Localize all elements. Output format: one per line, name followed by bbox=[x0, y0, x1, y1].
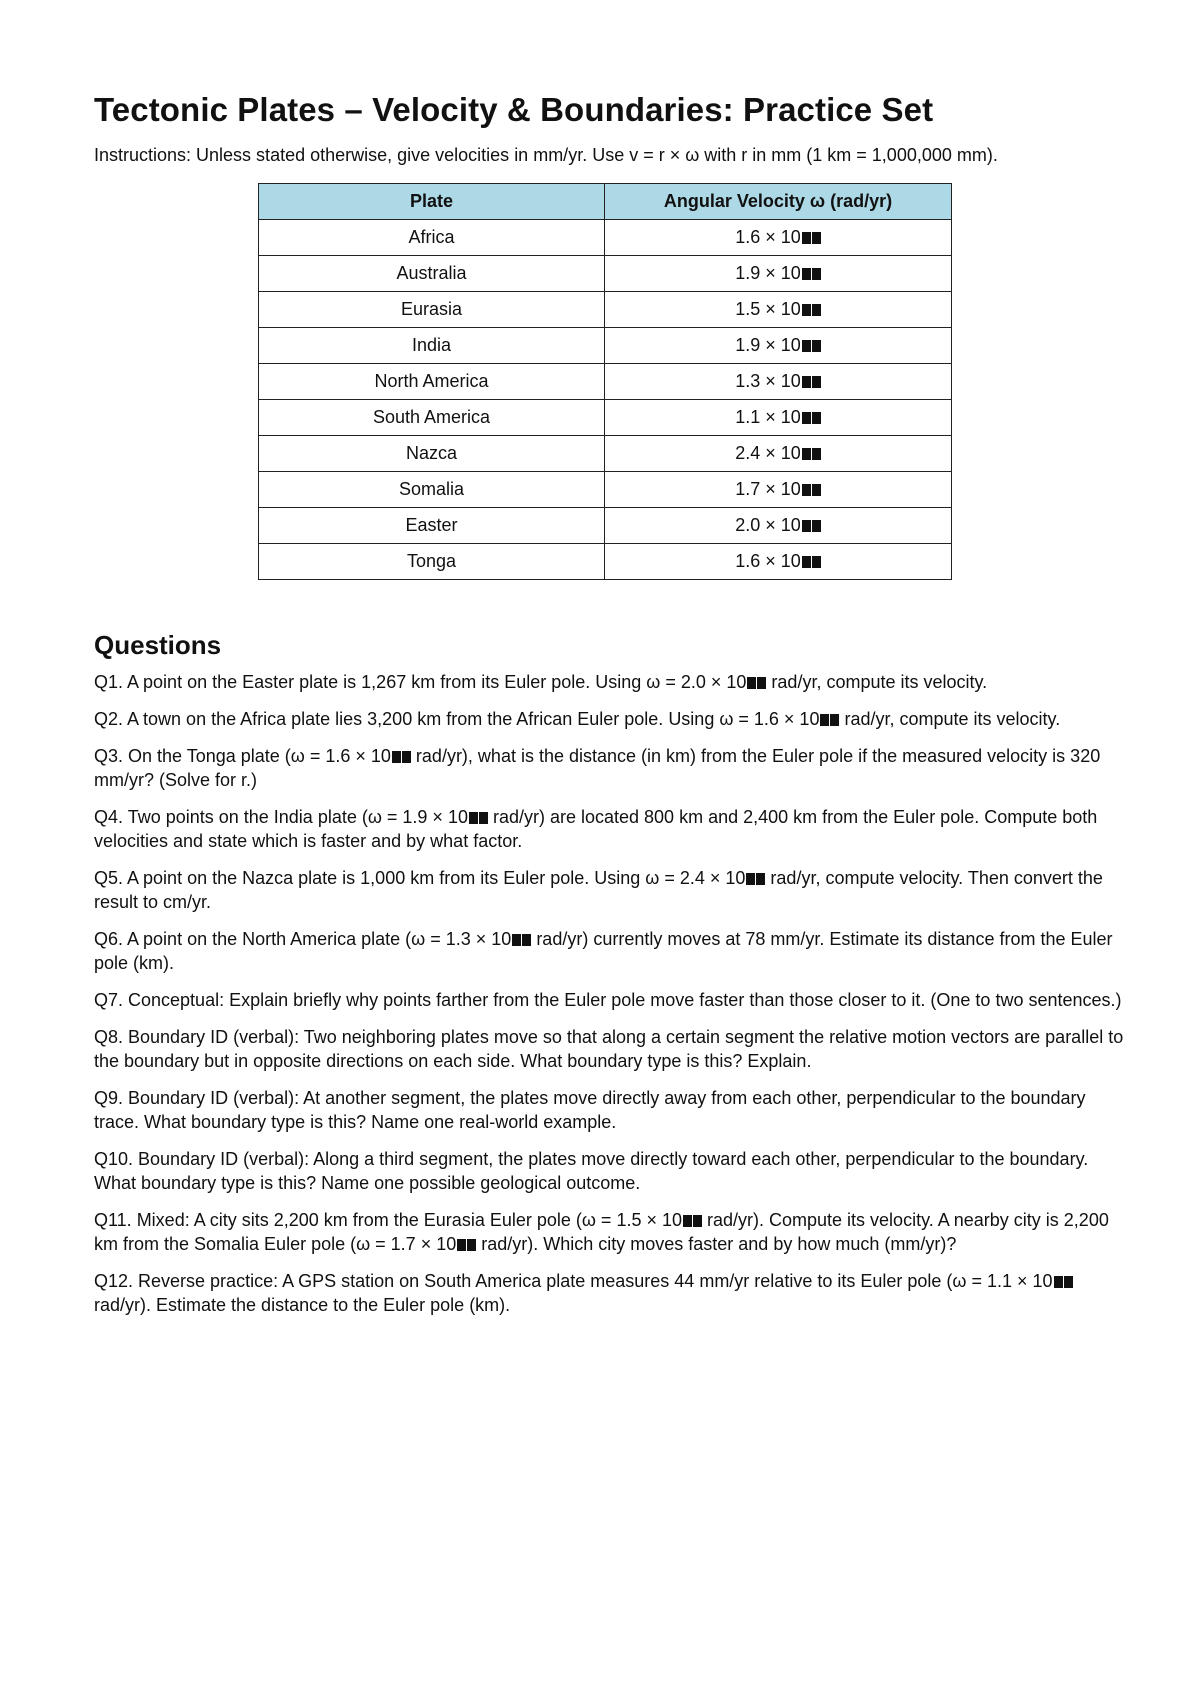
redacted-exponent-mark bbox=[802, 520, 811, 532]
question-text: rad/yr, compute velocity. Then convert the result to cm/yr. bbox=[94, 868, 1103, 912]
angular-velocity-value: 1.1 × 10 bbox=[735, 407, 801, 427]
table-header-row bbox=[259, 184, 952, 220]
plate-name-cell: Eurasia bbox=[259, 292, 605, 328]
question-text: rad/yr). Estimate the distance to the Euler pole (km). bbox=[94, 1295, 511, 1315]
angular-velocity-cell bbox=[605, 364, 952, 400]
redacted-exponent-mark bbox=[802, 376, 811, 388]
redacted-exponent-mark bbox=[469, 812, 478, 824]
question-item bbox=[94, 927, 1124, 975]
question-item bbox=[94, 1208, 1124, 1256]
redacted-exponent-mark bbox=[802, 268, 811, 280]
question-text: rad/yr, compute its velocity. bbox=[839, 709, 1061, 729]
redacted-exponent-mark bbox=[467, 1239, 476, 1251]
plate-name-cell: Somalia bbox=[259, 472, 605, 508]
plates-table-body bbox=[259, 220, 952, 580]
table-row bbox=[259, 292, 952, 328]
question-text: Q3. On the Tonga plate (ω = 1.6 × 10 bbox=[94, 746, 391, 766]
question-text: Q8. Boundary ID (verbal): Two neighboring plates move so that along a certain segment the relative motion vectors are parallel to the boundary but in opposite directions on each side. What boundary type is this? Explain. bbox=[94, 1027, 1124, 1071]
redacted-exponent-mark bbox=[812, 304, 821, 316]
table-row bbox=[259, 256, 952, 292]
table-row bbox=[259, 508, 952, 544]
angular-velocity-cell bbox=[605, 328, 952, 364]
question-text: Q10. Boundary ID (verbal): Along a third segment, the plates move directly toward each other, perpendicular to the boundary. What boundary type is this? Name one possible geological outcome. bbox=[94, 1149, 1089, 1193]
redacted-exponent-mark bbox=[693, 1215, 702, 1227]
question-item bbox=[94, 744, 1124, 792]
question-item bbox=[94, 707, 1124, 731]
redacted-exponent-mark bbox=[683, 1215, 692, 1227]
redacted-exponent-mark bbox=[522, 934, 531, 946]
question-text: Q12. Reverse practice: A GPS station on South America plate measures 44 mm/yr relative to its Euler pole (ω = 1.1 × 10 bbox=[94, 1271, 1053, 1291]
redacted-exponent-mark bbox=[479, 812, 488, 824]
angular-velocity-cell bbox=[605, 472, 952, 508]
redacted-exponent-mark bbox=[746, 873, 755, 885]
question-text: Q4. Two points on the India plate (ω = 1.9 × 10 bbox=[94, 807, 468, 827]
question-text: rad/yr) currently moves at 78 mm/yr. Estimate its distance from the Euler pole (km). bbox=[94, 929, 1113, 973]
question-text: Q1. A point on the Easter plate is 1,267 km from its Euler pole. Using ω = 2.0 × 10 bbox=[94, 672, 747, 692]
plate-name-cell: South America bbox=[259, 400, 605, 436]
angular-velocity-value: 1.6 × 10 bbox=[735, 551, 801, 571]
angular-velocity-value: 2.4 × 10 bbox=[735, 443, 801, 463]
table-row bbox=[259, 400, 952, 436]
redacted-exponent-mark bbox=[1064, 1276, 1073, 1288]
redacted-exponent-mark bbox=[1054, 1276, 1063, 1288]
angular-velocity-cell bbox=[605, 292, 952, 328]
question-item bbox=[94, 866, 1124, 914]
angular-velocity-cell bbox=[605, 220, 952, 256]
angular-velocity-cell bbox=[605, 508, 952, 544]
redacted-exponent-mark bbox=[802, 556, 811, 568]
question-text: Q2. A town on the Africa plate lies 3,200 km from the African Euler pole. Using ω = 1.6 × 10 bbox=[94, 709, 820, 729]
table-row bbox=[259, 436, 952, 472]
redacted-exponent-mark bbox=[812, 268, 821, 280]
question-item bbox=[94, 670, 1124, 694]
redacted-exponent-mark bbox=[457, 1239, 466, 1251]
question-text: rad/yr), what is the distance (in km) from the Euler pole if the measured velocity is 320 mm/yr? (Solve for r.) bbox=[94, 746, 1101, 790]
redacted-exponent-mark bbox=[812, 412, 821, 424]
page-title: Tectonic Plates – Velocity & Boundaries: Practice Set bbox=[94, 91, 934, 128]
redacted-exponent-mark bbox=[802, 484, 811, 496]
redacted-exponent-mark bbox=[812, 556, 821, 568]
plates-table-container bbox=[258, 183, 1124, 580]
question-text: rad/yr). Compute its velocity. A nearby city is 2,200 km from the Somalia Euler pole (ω = 1.7 × 10 bbox=[94, 1210, 1109, 1254]
table-row bbox=[259, 472, 952, 508]
angular-velocity-value: 1.9 × 10 bbox=[735, 335, 801, 355]
questions-list bbox=[94, 670, 1124, 1317]
angular-velocity-value: 1.3 × 10 bbox=[735, 371, 801, 391]
question-item bbox=[94, 1147, 1124, 1195]
question-text: Q7. Conceptual: Explain briefly why points farther from the Euler pole move faster than those closer to it. (One to two sentences.) bbox=[94, 990, 1122, 1010]
table-row bbox=[259, 544, 952, 580]
angular-velocity-value: 1.9 × 10 bbox=[735, 263, 801, 283]
question-text: Q5. A point on the Nazca plate is 1,000 km from its Euler pole. Using ω = 2.4 × 10 bbox=[94, 868, 746, 888]
question-text: rad/yr, compute its velocity. bbox=[766, 672, 988, 692]
redacted-exponent-mark bbox=[812, 232, 821, 244]
question-item bbox=[94, 1086, 1124, 1134]
angular-velocity-cell bbox=[605, 400, 952, 436]
question-text: rad/yr) are located 800 km and 2,400 km from the Euler pole. Compute both velocities and state which is faster and by what factor. bbox=[94, 807, 1098, 851]
plate-name-cell: North America bbox=[259, 364, 605, 400]
table-row bbox=[259, 220, 952, 256]
plates-table bbox=[258, 183, 952, 580]
redacted-exponent-mark bbox=[402, 751, 411, 763]
plate-name-cell: India bbox=[259, 328, 605, 364]
question-text: Q11. Mixed: A city sits 2,200 km from the Eurasia Euler pole (ω = 1.5 × 10 bbox=[94, 1210, 682, 1230]
questions-heading: Questions bbox=[94, 630, 222, 660]
redacted-exponent-mark bbox=[802, 340, 811, 352]
question-text: rad/yr). Which city moves faster and by how much (mm/yr)? bbox=[476, 1234, 957, 1254]
question-item bbox=[94, 988, 1124, 1012]
angular-velocity-cell bbox=[605, 436, 952, 472]
plate-name-cell: Australia bbox=[259, 256, 605, 292]
angular-velocity-cell bbox=[605, 256, 952, 292]
redacted-exponent-mark bbox=[812, 448, 821, 460]
plate-name-cell: Easter bbox=[259, 508, 605, 544]
question-item bbox=[94, 805, 1124, 853]
angular-velocity-value: 1.7 × 10 bbox=[735, 479, 801, 499]
redacted-exponent-mark bbox=[802, 412, 811, 424]
table-row bbox=[259, 328, 952, 364]
angular-velocity-value: 2.0 × 10 bbox=[735, 515, 801, 535]
redacted-exponent-mark bbox=[512, 934, 521, 946]
redacted-exponent-mark bbox=[820, 714, 829, 726]
angular-velocity-value: 1.5 × 10 bbox=[735, 299, 801, 319]
question-text: Q6. A point on the North America plate (ω = 1.3 × 10 bbox=[94, 929, 512, 949]
column-header-angular-velocity: Angular Velocity ω (rad/yr) bbox=[605, 184, 952, 220]
redacted-exponent-mark bbox=[812, 376, 821, 388]
instructions: Instructions: Unless stated otherwise, give velocities in mm/yr. Use v = r × ω with r in mm (1 km = 1,000,000 mm). bbox=[94, 145, 998, 165]
angular-velocity-cell bbox=[605, 544, 952, 580]
question-item bbox=[94, 1269, 1124, 1317]
redacted-exponent-mark bbox=[812, 484, 821, 496]
plate-name-cell: Nazca bbox=[259, 436, 605, 472]
redacted-exponent-mark bbox=[802, 232, 811, 244]
redacted-exponent-mark bbox=[392, 751, 401, 763]
table-row bbox=[259, 364, 952, 400]
question-item bbox=[94, 1025, 1124, 1073]
document-page bbox=[94, 84, 1124, 1330]
redacted-exponent-mark bbox=[812, 520, 821, 532]
plate-name-cell: Tonga bbox=[259, 544, 605, 580]
redacted-exponent-mark bbox=[812, 340, 821, 352]
angular-velocity-value: 1.6 × 10 bbox=[735, 227, 801, 247]
redacted-exponent-mark bbox=[747, 677, 756, 689]
column-header-plate: Plate bbox=[259, 184, 605, 220]
redacted-exponent-mark bbox=[802, 304, 811, 316]
question-text: Q9. Boundary ID (verbal): At another segment, the plates move directly away from each other, perpendicular to the boundary trace. What boundary type is this? Name one real-world example. bbox=[94, 1088, 1086, 1132]
plate-name-cell: Africa bbox=[259, 220, 605, 256]
redacted-exponent-mark bbox=[802, 448, 811, 460]
